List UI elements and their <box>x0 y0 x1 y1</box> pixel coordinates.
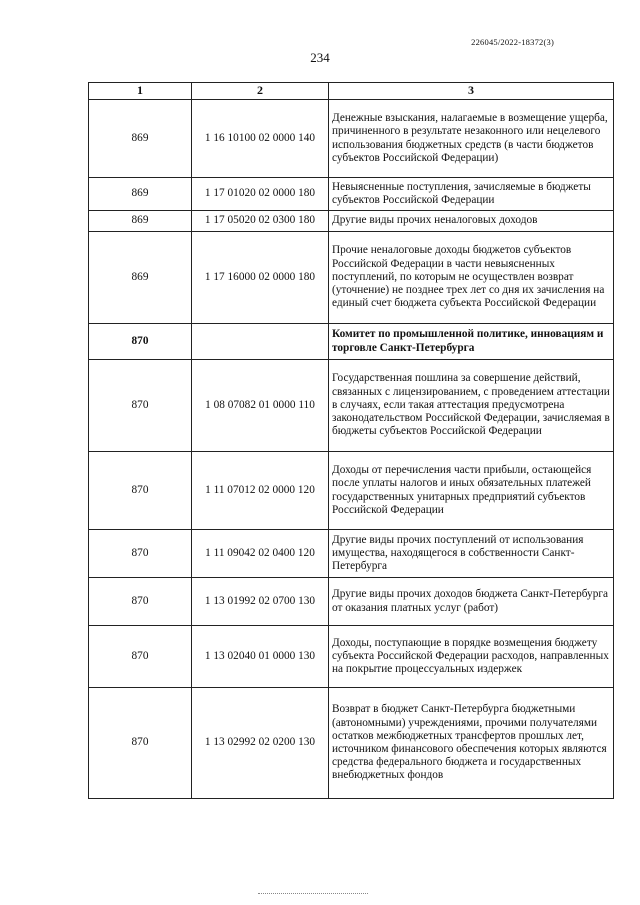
description-cell: Другие виды прочих доходов бюджета Санкт-Петербурга от оказания платных услуг (работ) <box>329 578 614 626</box>
table-row <box>89 211 614 232</box>
column-header-3: 3 <box>329 83 614 100</box>
admin-code-cell: 870 <box>89 530 192 578</box>
description-cell: Другие виды прочих неналоговых доходов <box>329 211 614 232</box>
kbk-code-cell: 1 17 01020 02 0000 180 <box>192 178 329 211</box>
table-row <box>89 452 614 530</box>
admin-code-cell: 870 <box>89 578 192 626</box>
description-cell: Государственная пошлина за совершение действий, связанных с лицензированием, с проведением аттестации в случаях, если такая аттестация предусмотрена законодательством Российской Федерации, зачисляемая в бюджеты субъектов Российской Федерации <box>329 360 614 452</box>
description-cell: Невыясненные поступления, зачисляемые в бюджеты субъектов Российской Федерации <box>329 178 614 211</box>
admin-code-cell: 869 <box>89 100 192 178</box>
table-row <box>89 530 614 578</box>
table-row <box>89 688 614 799</box>
table-row <box>89 578 614 626</box>
admin-code-cell: 870 <box>89 452 192 530</box>
kbk-code-cell: 1 11 07012 02 0000 120 <box>192 452 329 530</box>
kbk-code-cell: 1 16 10100 02 0000 140 <box>192 100 329 178</box>
table-row <box>89 626 614 688</box>
table-row <box>89 100 614 178</box>
admin-code-cell: 869 <box>89 232 192 324</box>
table-row <box>89 178 614 211</box>
description-cell: Другие виды прочих поступлений от использования имущества, находящегося в собственности Санкт-Петербурга <box>329 530 614 578</box>
kbk-code-cell: 1 17 05020 02 0300 180 <box>192 211 329 232</box>
kbk-code-cell: 1 08 07082 01 0000 110 <box>192 360 329 452</box>
description-cell: Возврат в бюджет Санкт-Петербурга бюджетными (автономными) учреждениями, прочими получателями остатков межбюджетных трансфертов прошлых лет, источником финансового обеспечения которых являются средства федерального бюджета и государственных внебюджетных фондов <box>329 688 614 799</box>
description-cell: Доходы от перечисления части прибыли, остающейся после уплаты налогов и иных обязательных платежей государственных унитарных предприятий субъектов Российской Федерации <box>329 452 614 530</box>
footer-divider <box>258 893 368 894</box>
column-header-1: 1 <box>89 83 192 100</box>
revenue-codes-table <box>88 82 614 799</box>
admin-code-cell: 870 <box>89 324 192 360</box>
description-cell: Прочие неналоговые доходы бюджетов субъектов Российской Федерации в части невыясненных поступлений, по которым не осуществлен возврат (уточнение) не позднее трех лет со дня их зачисления на единый счет бюджета субъекта Российской Федерации <box>329 232 614 324</box>
table-row <box>89 360 614 452</box>
description-cell: Доходы, поступающие в порядке возмещения бюджету субъекта Российской Федерации расходов, направленных на покрытие процессуальных издержек <box>329 626 614 688</box>
kbk-code-cell: 1 13 01992 02 0700 130 <box>192 578 329 626</box>
kbk-code-cell <box>192 324 329 360</box>
table-row-section-heading <box>89 324 614 360</box>
kbk-code-cell: 1 17 16000 02 0000 180 <box>192 232 329 324</box>
column-header-2: 2 <box>192 83 329 100</box>
admin-code-cell: 869 <box>89 211 192 232</box>
kbk-code-cell: 1 13 02040 01 0000 130 <box>192 626 329 688</box>
page-number: 234 <box>310 50 330 65</box>
description-cell: Денежные взыскания, налагаемые в возмещение ущерба, причиненного в результате незаконного или нецелевого использования бюджетных средств (в части бюджетов субъектов Российской Федерации) <box>329 100 614 178</box>
committee-name-cell: Комитет по промышленной политике, инновациям и торговле Санкт-Петербурга <box>329 324 614 360</box>
table-row <box>89 232 614 324</box>
kbk-code-cell: 1 11 09042 02 0400 120 <box>192 530 329 578</box>
kbk-code-cell: 1 13 02992 02 0200 130 <box>192 688 329 799</box>
admin-code-cell: 870 <box>89 360 192 452</box>
admin-code-cell: 869 <box>89 178 192 211</box>
admin-code-cell: 870 <box>89 688 192 799</box>
document-id: 226045/2022-18372(3) <box>471 37 554 47</box>
admin-code-cell: 870 <box>89 626 192 688</box>
table-header-row <box>89 83 614 100</box>
